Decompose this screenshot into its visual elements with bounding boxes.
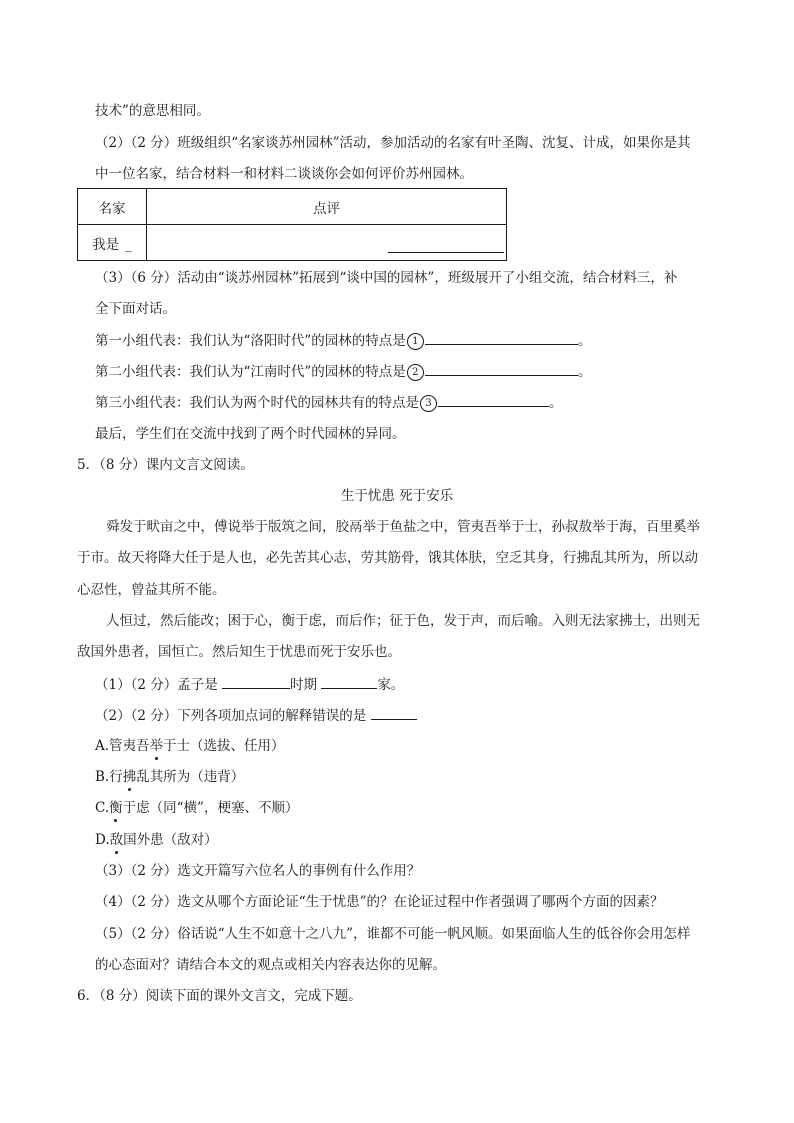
text-line: 的心态面对？请结合本文的观点或相关内容表达你的见解。 [95, 957, 446, 973]
text-line: 技术”的意思相同。 [95, 103, 210, 119]
period: 。 [577, 333, 592, 349]
table-cell-comment [147, 225, 507, 261]
period: 。 [577, 364, 592, 380]
period: 。 [549, 395, 563, 411]
passage-line: 敌国外患者，国恒亡。然后知生于忧患而死于安乐也。 [77, 644, 401, 660]
circled-number-3: 3 [420, 395, 437, 412]
text-line: 中一位名家，结合材料一和材料二谈谈你会如何评价苏州园林。 [95, 166, 473, 182]
passage-line: 人恒过，然后能改；困于心，衡于虑，而后作；征于色，发于声，而后喻。入则无法家拂士，出则无 [106, 613, 700, 629]
option-d[interactable] [95, 830, 218, 850]
question-4-3: （3）（6 分）活动由“谈苏州园林”拓展到“谈中国的园林”，班级展开了小组交流，结合材料三，补 [95, 270, 678, 286]
question-5-3: （3）（2 分）选文开篇写六位名人的事例有什么作用？ [95, 863, 421, 879]
question-6-heading: 6．（8 分）阅读下面的课外文言文，完成下题。 [77, 988, 362, 1004]
question-5-2 [95, 705, 417, 726]
text-line: 全下面对话。 [95, 301, 176, 317]
passage-line: 于市。故天将降大任于是人也，必先苦其心志，劳其筋骨，饿其体肤，空乏其身，行拂乱其所为，所以动 [77, 550, 698, 566]
review-table [77, 188, 507, 261]
dialogue-text: 第三小组代表：我们认为两个时代的园林共有的特点是 [95, 395, 419, 411]
answer-blank-3[interactable] [438, 392, 549, 407]
dialogue-text: 第一小组代表：我们认为“洛阳时代”的园林的特点是 [95, 333, 406, 349]
question-text: （1）（2 分）孟子是 [95, 677, 223, 693]
name-blank[interactable]: _ [125, 236, 132, 253]
table-row-label: 我是 [92, 236, 120, 253]
table-header-comment: 点评 [147, 189, 507, 225]
question-text: 家。 [377, 677, 405, 693]
option-a[interactable] [95, 736, 285, 756]
passage-line: 舜发于畎亩之中，傅说举于版筑之间，胶鬲举于鱼盐之中，管夷吾举于士，孙叔敖举于海，百里奚举 [106, 519, 700, 535]
passage-title: 生于忧患 死于安乐 [340, 488, 454, 504]
option-text: 于虑（同“横”，梗塞、不顺） [122, 800, 299, 816]
table-cell-name [78, 225, 147, 261]
option-c[interactable] [95, 798, 298, 818]
question-text: 时期 [290, 677, 322, 693]
dialogue-text: 第二小组代表：我们认为“江南时代”的园林的特点是 [95, 364, 406, 380]
comment-blank[interactable] [388, 238, 504, 253]
option-text: B.行 [95, 769, 123, 785]
answer-blank-1[interactable] [425, 330, 578, 345]
dotted-word: 敌 [109, 832, 124, 848]
dotted-word: 衡 [109, 800, 123, 816]
question-text: （2）（2 分）下列各项加点词的解释错误的是 [95, 708, 371, 724]
option-text: D. [95, 832, 110, 848]
option-b[interactable] [95, 767, 244, 787]
answer-blank-school[interactable] [321, 674, 377, 689]
table-row [78, 225, 507, 261]
answer-blank-2[interactable] [425, 361, 578, 376]
option-text: 于士（选拔、任用） [163, 738, 285, 754]
circled-number-1: 1 [407, 333, 424, 350]
table-header-name: 名家 [78, 189, 147, 225]
dialogue-group-3 [95, 392, 563, 413]
dialogue-group-1 [95, 330, 591, 351]
table-row [78, 189, 507, 225]
question-5-heading: 5．（8 分）课内文言文阅读。 [77, 457, 254, 473]
question-5-1 [95, 674, 404, 695]
option-text: A.管夷吾 [95, 738, 150, 754]
option-text: 乱其所为（违背） [136, 769, 245, 785]
circled-number-2: 2 [407, 364, 424, 381]
option-text: C. [95, 800, 110, 816]
answer-blank-choice[interactable] [371, 705, 417, 720]
passage-line: 心忍性，曾益其所不能。 [77, 582, 226, 598]
question-5-5: （5）（2 分）俗话说“人生不如意十之八九”，谁都不可能一帆风顺。如果面临人生的低谷你会用怎样 [95, 926, 691, 942]
dialogue-group-2 [95, 361, 591, 382]
dotted-word: 举 [149, 738, 164, 754]
question-5-4: （4）（2 分）选文从哪个方面论证“生于忧患”的？在论证过程中作者强调了哪两个方面的因素？ [95, 894, 664, 910]
option-text: 国外患（敌对） [123, 832, 218, 848]
text-line: 最后，学生们在交流中找到了两个时代园林的异同。 [95, 426, 406, 442]
question-4-2: （2）（2 分）班级组织“名家谈苏州园林”活动，参加活动的名家有叶圣陶、沈复、计成，如果你是其 [95, 135, 691, 151]
answer-blank-era[interactable] [222, 674, 290, 689]
dotted-word: 拂 [122, 769, 137, 785]
